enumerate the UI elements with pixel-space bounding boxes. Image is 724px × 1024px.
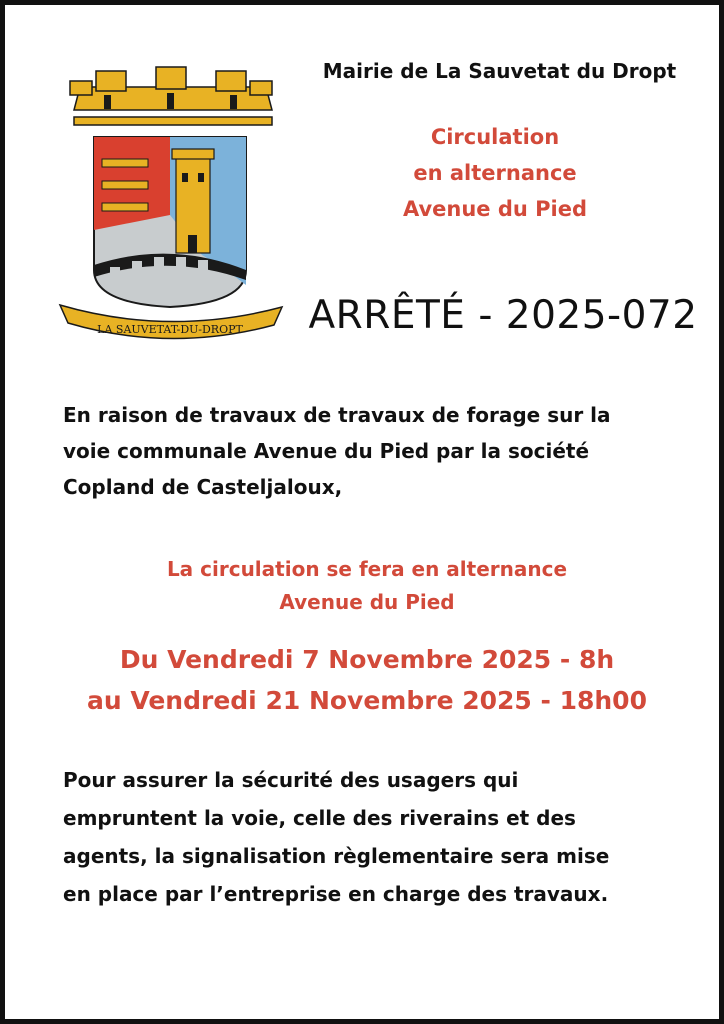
date-line: au Vendredi 21 Novembre 2025 - 18h00 [87,686,647,715]
coat-of-arms-logo [52,55,289,347]
subject-line: Avenue du Pied [402,197,588,221]
closing-paragraph [63,761,683,913]
date-range [25,639,709,721]
closing-line: empruntent la voie, celle des riverains et des [63,806,576,830]
notice-line: Avenue du Pied [279,590,455,614]
decree-number: ARRÊTÉ - 2025-072 [308,293,698,338]
town-hall-title: Mairie de La Sauvetat du Dropt [322,59,677,83]
closing-line: agents, la signalisation règlementaire sera mise [63,844,610,868]
subject-line: Circulation [430,125,560,149]
closing-line: en place par l’entreprise en charge des travaux. [63,882,609,906]
subject-block [345,119,645,227]
intro-line: En raison de travaux de travaux de forage sur la [63,403,611,427]
castle-crown-icon [70,67,272,125]
intro-line: Copland de Casteljaloux, [63,475,343,499]
shield-icon [94,137,246,307]
crest-motto: LA SAUVETAT-DU-DROPT [97,323,243,336]
date-line: Du Vendredi 7 Novembre 2025 - 8h [119,645,615,674]
intro-paragraph [63,397,683,505]
subject-line: en alternance [413,161,577,185]
closing-line: Pour assurer la sécurité des usagers qui [63,768,519,792]
traffic-notice [45,553,689,619]
notice-line: La circulation se fera en alternance [166,557,568,581]
intro-line: voie communale Avenue du Pied par la société [63,439,590,463]
